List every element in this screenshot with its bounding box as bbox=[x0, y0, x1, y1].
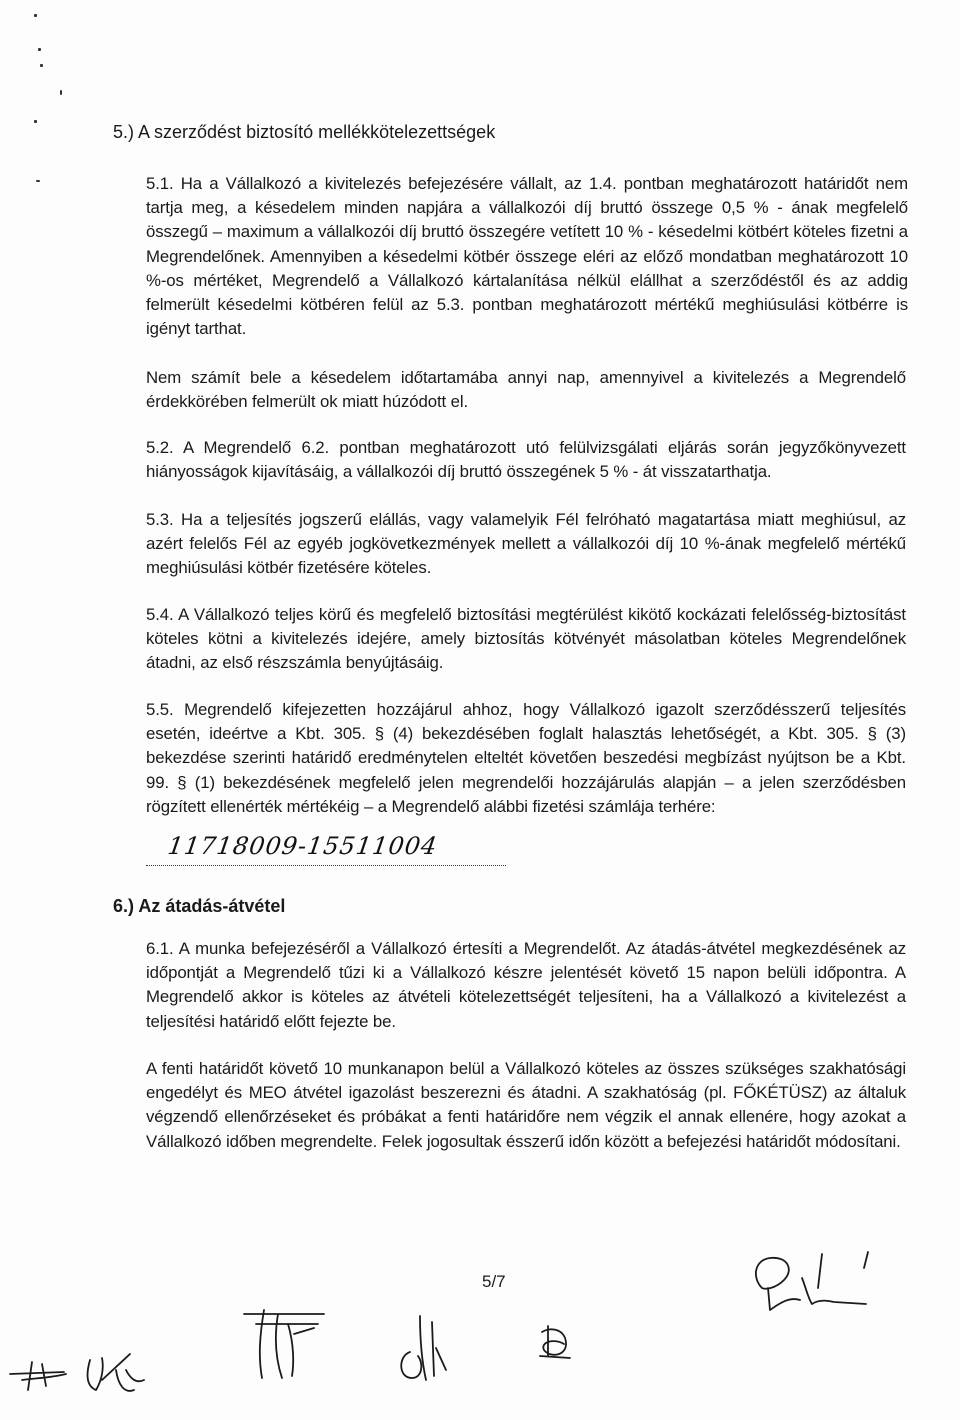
signature-bottom-right-initials bbox=[536, 1322, 580, 1362]
paragraph-5-4: 5.4. A Vállalkozó teljes körű és megfelelő biztosítási megtérülést kikötő kockázati felelősség-biztosítást köteles kötni a kivitelezés idejére, amely biztosítás kötvényét másolatban köteles Megrendelőnek átadni, az első részszámla benyújtásáig. bbox=[146, 605, 906, 673]
scan-speck bbox=[60, 90, 62, 95]
signature-bottom-middle-left bbox=[234, 1304, 334, 1384]
paragraph-5-3: 5.3. Ha a teljesítés jogszerű elállás, vagy valamelyik Fél felróható magatartása miatt meghiúsul, az azért felelős Fél az egyéb jogkövetkezmények mellett a vállalkozói díj 10 %-ának megfelelő mértékű meghiúsulási kötbér fizetésére köteles. bbox=[146, 510, 906, 578]
paragraph-5-2: 5.2. A Megrendelő 6.2. pontban meghatározott utó felülvizsgálati eljárás során jegyzőkönyvezett hiányosságok kijavításáig, a vállalkozói díj bruttó összegének 5 % - át visszatarthatja. bbox=[146, 438, 906, 482]
account-number-field bbox=[146, 832, 516, 872]
scan-speck bbox=[38, 48, 41, 51]
paragraph-6-1: 6.1. A munka befejezéséről a Vállalkozó értesíti a Megrendelőt. Az átadás-átvétel megkezdésének az időpontját a Megrendelő tűzi ki a Vállalkozó készre jelentését követő 15 napon belüli időpontra. A Megrendelő akkor is köteles az átvételi kötelezettségét teljesíteni, ha a Vállalkozó a kivitelezést a teljesítési határidő előtt fejezte be. bbox=[146, 939, 906, 1031]
paragraph-5-5: 5.5. Megrendelő kifejezetten hozzájárul ahhoz, hogy Vállalkozó igazolt szerződésszerű teljesítés esetén, ideértve a Kbt. 305. § (4) bekezdésében foglalt halasztás lehetőségét, a Kbt. 305. § (3) bekezdése szerinti határidő eredménytelen elteltét követően beszedési megbízást nyújtson be a Kbt. 99. § (1) bekezdésének megfelelő jelen megrendelői hozzájárulás alapján – a jelen szerződésben rögzített ellenérték mértékéig – a Megrendelő alábbi fizetési számlája terhére: bbox=[146, 700, 906, 816]
section-5-heading: 5.) A szerződést biztosító mellékkötelezettségek bbox=[113, 122, 496, 142]
dotted-line bbox=[146, 865, 506, 866]
section-6-heading: 6.) Az átadás-átvétel bbox=[113, 896, 286, 916]
signature-top-right bbox=[748, 1248, 878, 1318]
account-number-handwritten: 11718009-15511004 bbox=[166, 832, 440, 860]
scan-speck bbox=[34, 120, 37, 123]
scan-speck bbox=[34, 14, 37, 17]
signature-bottom-left bbox=[6, 1340, 166, 1410]
page-number: 5/7 bbox=[482, 1272, 506, 1291]
paragraph-5-1: 5.1. Ha a Vállalkozó a kivitelezés befejezésére vállalt, az 1.4. pontban meghatározott határidőt nem tartja meg, a késedelem minden napjára a vállalkozói díj bruttó összege 0,5 % - ának megfelelő összegű – maximum a vállalkozói díj bruttó összegére vetített 10 % - késedelmi kötbért köteles fizetni a Megrendelőnek. Amennyiben a késedelmi kötbér összege eléri az előző mondatban meghatározott 10 %-os mértéket, Megrendelő a Vállalkozó kártalanítása nélkül elállhat a szerződéstől és az addig felmerült késedelmi kötbéren felül az 5.3. pontban meghatározott mértékű meghiúsulási kötbérre is igényt tarthat. bbox=[146, 174, 908, 339]
scan-speck bbox=[40, 64, 43, 67]
scan-speck bbox=[36, 180, 40, 182]
paragraph-5-1-continued: Nem számít bele a késedelem időtartamába annyi nap, amennyivel a kivitelezés a Megrendelő érdekkörében felmerült ok miatt húzódott el. bbox=[146, 368, 906, 412]
signature-bottom-middle bbox=[392, 1312, 452, 1387]
paragraph-6-1-continued: A fenti határidőt követő 10 munkanapon belül a Vállalkozó köteles az összes szükséges szakhatósági engedélyt és MEO átvétel igazolást beszerezni és átadni. A szakhatóság (pl. FŐKÉTÜSZ) az általuk végzendő ellenőrzéseket és próbákat a fenti határidőre nem végzik el annak ellenére, hogy azokat a Vállalkozó időben megrendelte. Felek jogosultak ésszerű időn között a befejezési határidőt módosítani. bbox=[146, 1059, 906, 1151]
